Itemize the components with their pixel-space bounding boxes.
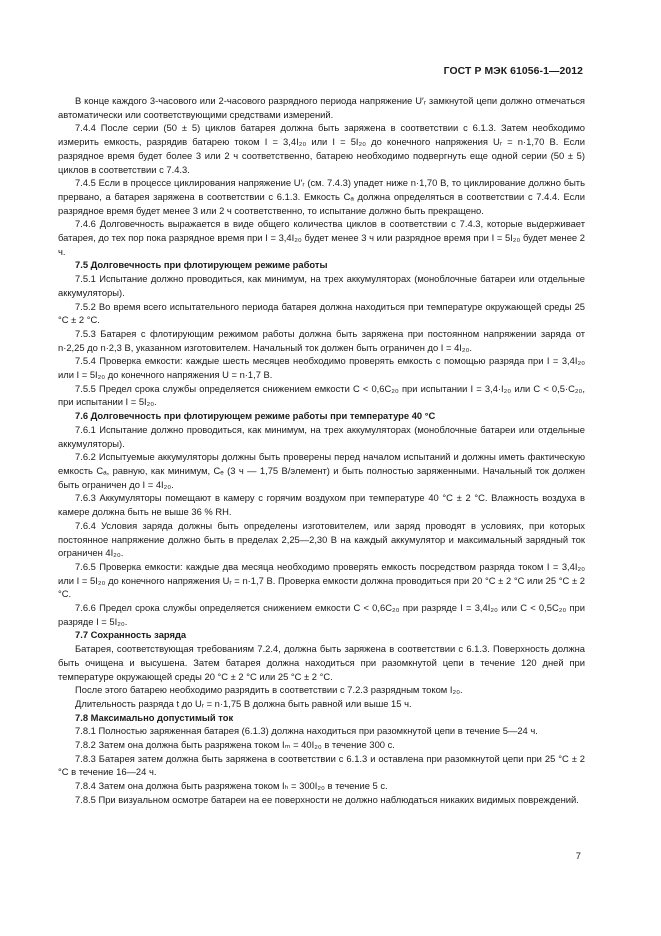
paragraph: 7.8.2 Затем она должна быть разряжена током Iₘ = 40I₂₀ в течение 300 с. — [75, 739, 395, 751]
section-heading: 7.8 Максимально допустимый ток — [75, 711, 234, 723]
paragraph: После этого батарею необходимо разрядить в соответствии с 7.2.3 разрядным током I₂₀. — [75, 684, 463, 696]
document-body — [58, 94, 585, 807]
paragraph: 7.8.3 Батарея затем должна быть заряжена в соответствии с 6.1.3 и оставлена при разомкнутой цепи при 25 °C ± 2 °C в течение 16—24 ч. — [58, 752, 585, 778]
paragraph: 7.6.1 Испытание должно проводиться, как минимум, на трех аккумуляторах (моноблочные батареи или отдельные аккумуляторы). — [58, 423, 585, 449]
paragraph: 7.4.6 Долговечность выражается в виде общего количества циклов в соответствии с 7.4.3, которые выдерживает батарея, до тех пор пока разрядное время при I = 3,4I₂₀ будет менее 3 ч или разрядное время при I = 5I₂₀ будет менее 2 ч. — [58, 218, 585, 257]
paragraph: 7.6.6 Предел срока службы определяется снижением емкости C < 0,6C₂₀ при разряде I = 3,4I₂₀ или C < 0,5C₂₀ при разряде I = 5I₂₀. — [58, 602, 585, 627]
section-heading: 7.6 Долговечность при флотирующем режиме работы при температуре 40 °C — [75, 410, 436, 422]
paragraph: 7.6.3 Аккумуляторы помещают в камеру с горячим воздухом при температуре 40 °C ± 2 °C. Влажность воздуха в камере должна быть не выше 36 % RH. — [58, 492, 585, 518]
paragraph: 7.5.3 Батарея с флотирующим режимом работы должна быть заряжена при постоянном напряжении заряда от n·2,25 до n·2,3 В, указанном изготовителем. Начальный ток должен быть ограничен до I = 4I₂₀. — [58, 327, 585, 353]
paragraph: 7.8.1 Полностью заряженная батарея (6.1.3) должна находиться при разомкнутой цепи в течение 5—24 ч. — [75, 725, 538, 737]
paragraph: 7.5.4 Проверка емкости: каждые шесть месяцев необходимо проверять емкость с помощью разряда при I = 3,4I₂₀ или I = 5I₂₀ до конечного напряжения U = n·1,7 В. — [58, 355, 585, 381]
paragraph: 7.8.5 При визуальном осмотре батареи на ее поверхности не должно наблюдаться никаких видимых повреждений. — [75, 793, 579, 805]
paragraph: Батарея, соответствующая требованиям 7.2.4, должна быть заряжена в соответствии с 6.1.3. Поверхность должна быть очищена и высушена. Затем батарея должна находиться при разомкнутой цепи в течение 120 дней при температуре окружающей среды 20 °C ± 2 °C или 25 °C ± 2 °C. — [58, 643, 585, 682]
paragraph: 7.6.5 Проверка емкости: каждые два месяца необходимо проверять емкость посредством разряда током I = 3,4I₂₀ или I = 5I₂₀ до конечного напряжения Uᵣ = n·1,7 В. Проверка емкости должна проводиться при 20 °C ± 2 °C или 25 °C ± 2 °C. — [58, 560, 585, 600]
paragraph: 7.5.1 Испытание должно проводиться, как минимум, на трех аккумуляторах (моноблочные батареи или отдельные аккумуляторы). — [58, 273, 585, 298]
paragraph: В конце каждого 3-часового или 2-часового разрядного периода напряжение U′ᵣ замкнутой цепи должно отмечаться автоматически или соответствующими средствами измерений. — [58, 95, 585, 120]
paragraph: 7.5.2 Во время всего испытательного периода батарея должна находиться при температуре окружающей среды 25 °C ± 2 °C. — [58, 300, 585, 326]
paragraph: 7.8.4 Затем она должна быть разряжена током Iₕ = 300I₂₀ в течение 5 с. — [75, 780, 388, 792]
paragraph: 7.4.5 Если в процессе циклирования напряжение U′ᵣ (см. 7.4.3) упадет ниже n·1,70 В, то циклирование должно быть прервано, а батарея заряжена в соответствии с 6.1.3. Емкость Cₐ должна определяться в соответствии с 7.4.4. Если разрядное время будет менее 3 или 2 ч соответственно, то испытание должно быть прекращено. — [58, 177, 585, 216]
paragraph: 7.4.4 После серии (50 ± 5) циклов батарея должна быть заряжена в соответствии с 6.1.3. Затем необходимо измерить емкость, разрядив батарею током I = 3,4I₂₀ или I = 5I₂₀ до конечного напряжения Uᵣ = n·1,70 В. Если разрядное время будет более 3 или 2 ч соответственно, батарею необходимо подвергнуть еще одной серии (50 ± 5) циклов в соответствии с 7.4.3. — [58, 122, 585, 175]
section-heading: 7.7 Сохранность заряда — [75, 629, 187, 641]
paragraph: 7.6.2 Испытуемые аккумуляторы должны быть проверены перед началом испытаний и должны иметь фактическую емкость Cₐ, равную, как минимум, Cₑ (3 ч — 1,75 В/элемент) и быть полностью заряженными. Начальный ток должен быть ограничен до I = 4I₂₀. — [58, 451, 585, 490]
paragraph: Длительность разряда t до Uᵣ = n·1,75 В должна быть равной или выше 15 ч. — [75, 697, 412, 709]
paragraph: 7.6.4 Условия заряда должны быть определены изготовителем, или заряд проводят в условиях, при которых постоянное напряжение должно быть в пределах 2,25—2,30 В на каждый аккумулятор и максимальный зарядный ток ограничен 4I₂₀. — [58, 519, 585, 559]
standard-header: ГОСТ Р МЭК 61056-1—2012 — [443, 66, 583, 77]
section-heading: 7.5 Долговечность при флотирующем режиме работы — [75, 259, 328, 271]
page-number: 7 — [575, 850, 581, 861]
paragraph: 7.5.5 Предел срока службы определяется снижением емкости C < 0,6C₂₀ при испытании I = 3,4·I₂₀ или C < 0,5·C₂₀, при испытании I = 5I₂₀. — [58, 382, 585, 408]
